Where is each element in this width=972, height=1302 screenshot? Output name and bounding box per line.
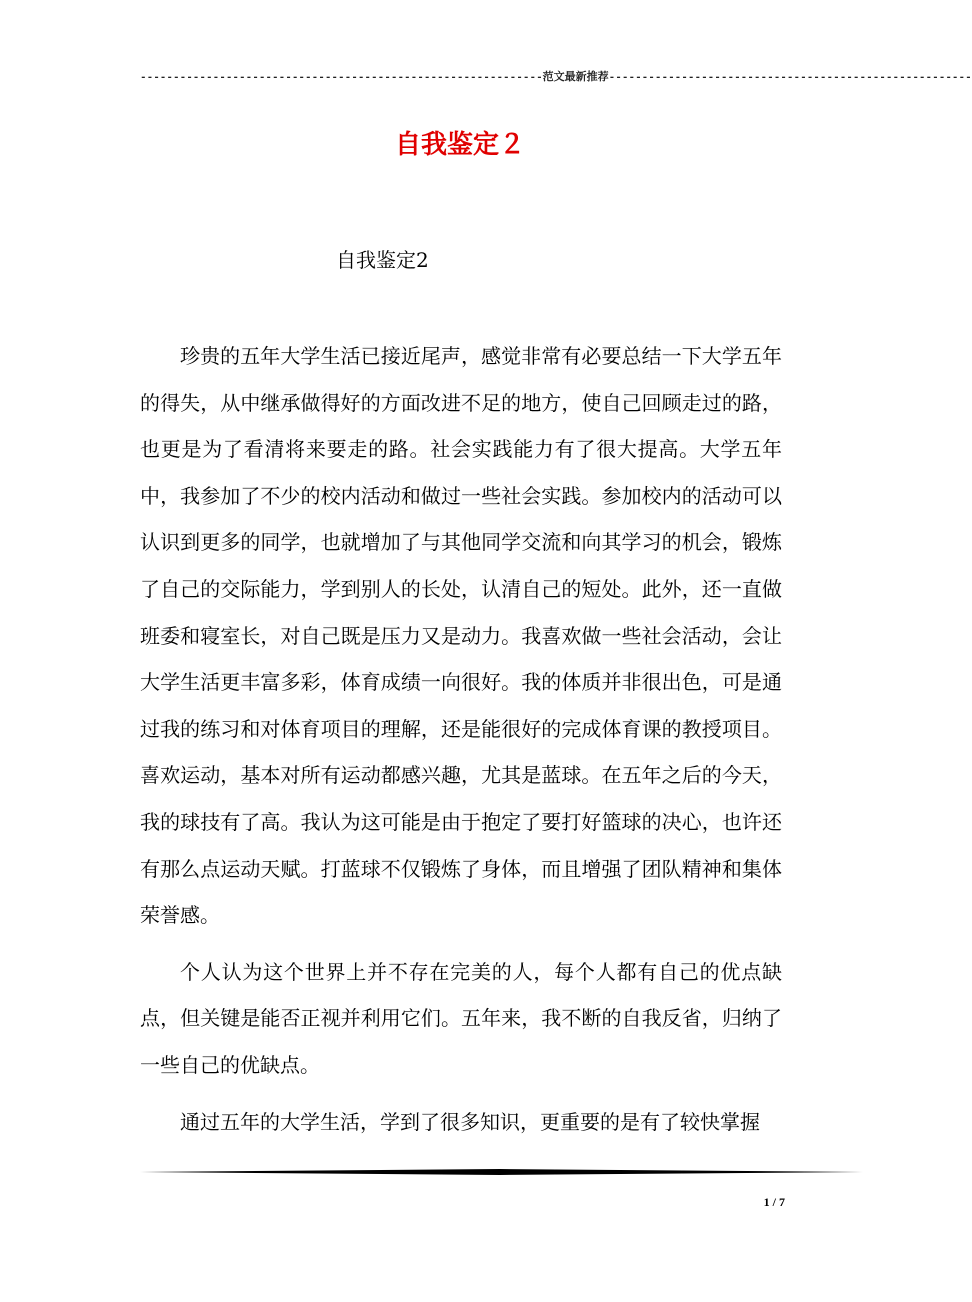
footer-divider bbox=[140, 1169, 863, 1175]
page-number: 1 / 7 bbox=[763, 1195, 785, 1209]
document-title: 自我鉴定２ bbox=[394, 130, 525, 160]
header-banner: -------------------------------------------------------------范文最新推荐------------------------------------------------------- bbox=[140, 72, 972, 84]
body-paragraph: 珍贵的五年大学生活已接近尾声，感觉非常有必要总结一下大学五年的得失，从中继承做得好的方面改进不足的地方，使自己回顾走过的路，也更是为了看清将来要走的路。社会实践能力有了很大提高。大学五年中，我参加了不少的校内活动和做过一些社会实践。参加校内的活动可以认识到更多的同学，也就增加了与其他同学交流和向其学习的机会，锻炼了自己的交际能力，学到别人的长处，认清自己的短处。此外，还一直做班委和寝室长，对自己既是压力又是动力。我喜欢做一些社会活动，会让大学生活更丰富多彩，体育成绩一向很好。我的体质并非很出色，可是通过我的练习和对体育项目的理解，还是能很好的完成体育课的教授项目。喜欢运动，基本对所有运动都感兴趣，尤其是蓝球。在五年之后的今天，我的球技有了高。我认为这可能是由于抱定了要打好篮球的决心，也许还有那么点运动天赋。打蓝球不仅锻炼了身体，而且增强了团队精神和集体荣誉感。 bbox=[140, 344, 782, 928]
document-body bbox=[140, 333, 782, 1155]
document-subtitle: 自我鉴定2 bbox=[336, 248, 429, 272]
body-paragraph: 个人认为这个世界上并不存在完美的人，每个人都有自己的优点缺点，但关键是能否正视并利用它们。五年来，我不断的自我反省，归纳了一些自己的优缺点。 bbox=[140, 959, 782, 1077]
body-paragraph: 通过五年的大学生活，学到了很多知识，更重要的是有了较快掌握 bbox=[180, 1109, 760, 1134]
